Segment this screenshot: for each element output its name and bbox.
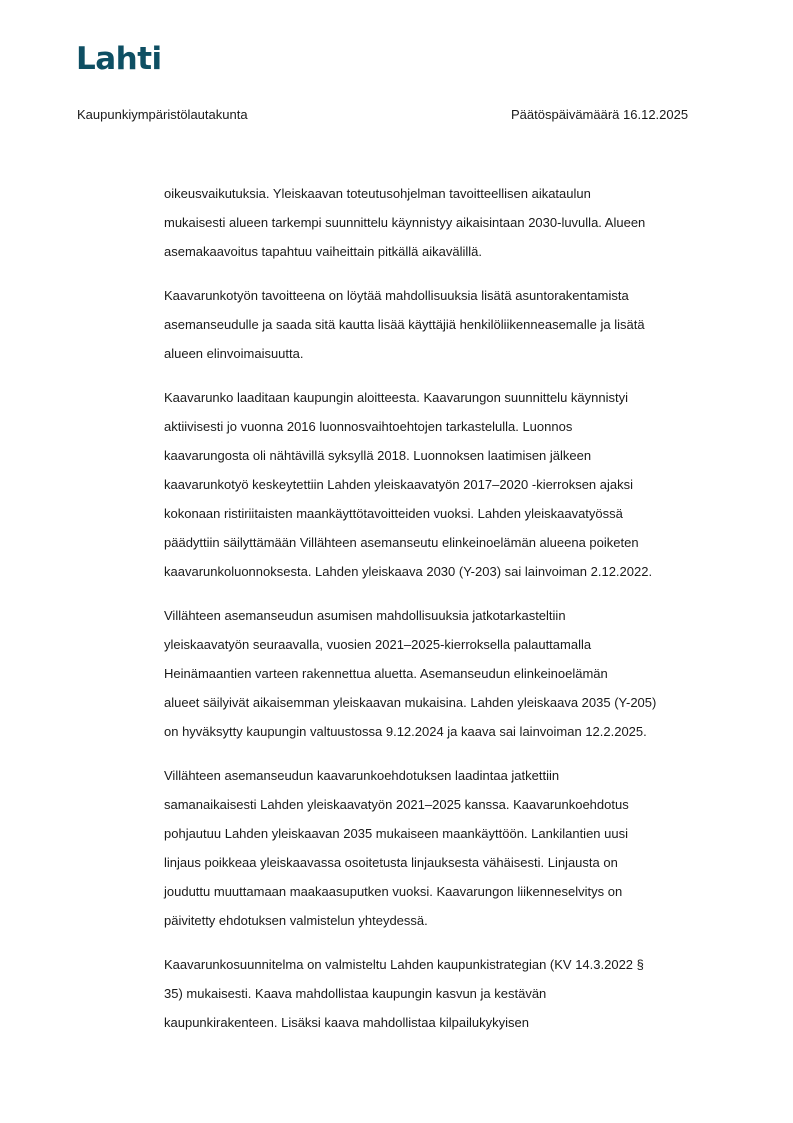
text-line: linjaus poikkeaa yleiskaavassa osoitetusta linjauksesta vähäisesti. Linjausta on <box>164 854 618 870</box>
paragraph <box>164 950 724 1037</box>
text-line: kaavarunkoluonnoksesta. Lahden yleiskaava 2030 (Y-203) sai lainvoiman 2.12.2022. <box>164 564 653 580</box>
text-line: samanaikaisesti Lahden yleiskaavatyön 2021–2025 kanssa. Kaavarunkoehdotus <box>164 796 629 812</box>
paragraph <box>164 761 724 936</box>
text-line: oikeusvaikutuksia. Yleiskaavan toteutusohjelman tavoitteellisen aikataulun <box>164 186 591 201</box>
text-line: Kaavarunkosuunnitelma on valmisteltu Lahden kaupunkistrategian (KV 14.3.2022 § <box>164 956 644 972</box>
text-line: Kaavarunko laaditaan kaupungin aloitteesta. Kaavarungon suunnittelu käynnistyi <box>164 389 628 405</box>
committee-name: Kaupunkiympäristölautakunta <box>77 107 248 122</box>
text-line: kokonaan ristiriitaisten maankäyttötavoitteiden vuoksi. Lahden yleiskaavatyössä <box>164 505 623 521</box>
text-line: kaavarungosta oli nähtävillä syksyllä 2018. Luonnoksen laatimisen jälkeen <box>164 447 592 463</box>
text-line: pohjautuu Lahden yleiskaavan 2035 mukaiseen maankäyttöön. Lankilantien uusi <box>164 825 628 841</box>
paragraph <box>164 383 724 587</box>
text-line: jouduttu muuttamaan maakaasuputken vuoksi. Kaavarungon liikenneselvitys on <box>164 884 623 900</box>
text-line: päädyttiin säilyttämään Villähteen asemanseutu elinkeinoelämän alueena poiketen <box>164 535 639 551</box>
text-line: asemakaavoitus tapahtuu vaiheittain pitkällä aikavälillä. <box>164 244 482 260</box>
text-line: päivitetty ehdotuksen valmistelun yhteydessä. <box>164 913 428 929</box>
paragraph <box>164 601 724 746</box>
lahti-logo: Lahti <box>76 41 162 77</box>
text-line: Kaavarunkotyön tavoitteena on löytää mahdollisuuksia lisätä asuntorakentamista <box>164 287 629 303</box>
text-line: Heinämaantien varteen rakennettua aluetta. Asemanseudun elinkeinoelämän <box>164 665 608 681</box>
text-line: mukaisesti alueen tarkempi suunnittelu käynnistyy aikaisintaan 2030-luvulla. Alueen <box>164 215 646 231</box>
text-line: kaavarunkotyö keskeytettiin Lahden yleiskaavatyön 2017–2020 -kierroksen ajaksi <box>164 476 634 492</box>
text-line: yleiskaavatyön seuraavalla, vuosien 2021–2025-kierroksella palauttamalla <box>164 636 592 652</box>
text-line: Villähteen asemanseudun kaavarunkoehdotuksen laadintaa jatkettiin <box>164 767 560 783</box>
decision-date: Päätöspäivämäärä 16.12.2025 <box>511 107 689 122</box>
text-line: kaupunkirakenteen. Lisäksi kaava mahdollistaa kilpailukykyisen <box>164 1014 529 1030</box>
paragraph <box>164 179 724 266</box>
text-line: Villähteen asemanseudun asumisen mahdollisuuksia jatkotarkasteltiin <box>164 607 566 623</box>
text-line: alueen elinvoimaisuutta. <box>164 345 304 361</box>
text-line: aktiivisesti jo vuonna 2016 luonnosvaihtoehtojen tarkastelulla. Luonnos <box>164 418 573 434</box>
text-line: 35) mukaisesti. Kaava mahdollistaa kaupungin kasvun ja kestävän <box>164 985 547 1001</box>
text-line: on hyväksytty kaupungin valtuustossa 9.12.2024 ja kaava sai lainvoiman 12.2.2025. <box>164 724 647 740</box>
text-line: asemanseudulle ja saada sitä kautta lisää käyttäjiä henkilöliikenneasemalle ja lisätä <box>164 316 645 332</box>
text-line: alueet säilyivät aikaisemman yleiskaavan mukaisina. Lahden yleiskaava 2035 (Y-205) <box>164 695 657 710</box>
paragraph <box>164 281 724 368</box>
document-body <box>164 179 724 1052</box>
